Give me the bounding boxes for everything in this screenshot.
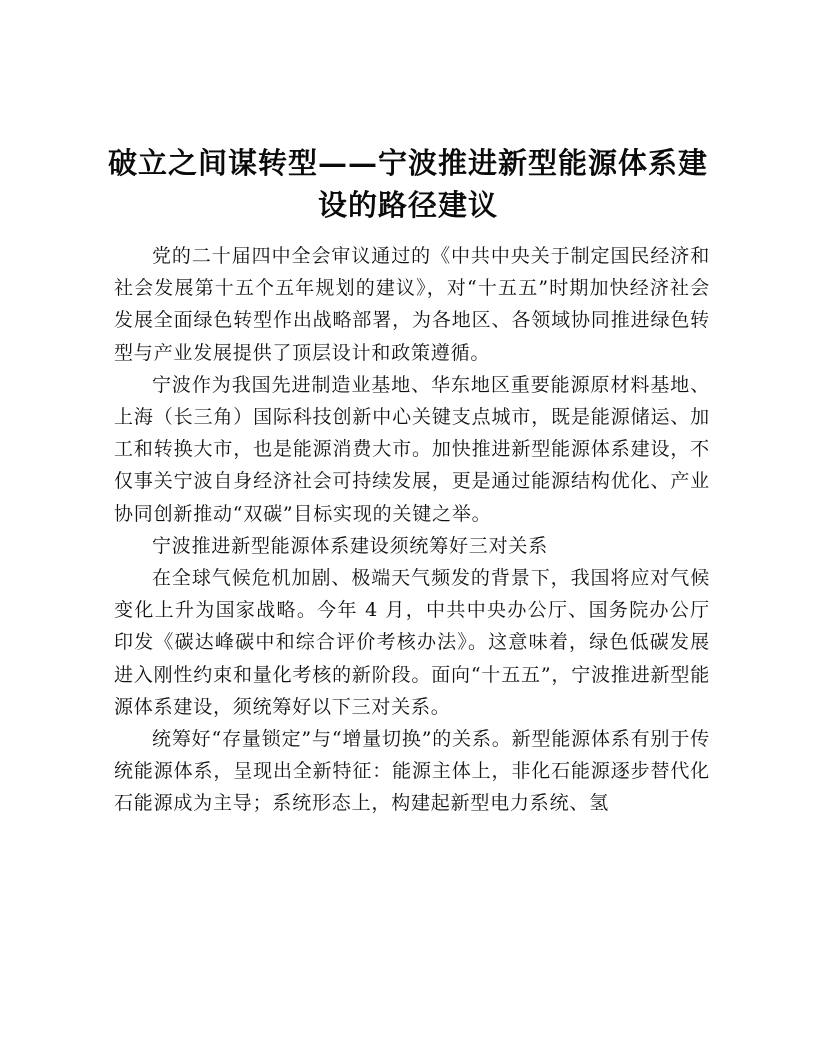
document-body [114,240,710,820]
title-line-1: 破立之间谋转型——宁波推进新型能源体系建 [107,146,708,180]
document-title [100,142,716,226]
paragraph-background: 在全球气候危机加剧、极端天气频发的背景下，我国将应对气候变化上升为国家战略。今年 4 月，中共中央办公厅、国务院办公厅印发《碳达峰碳中和综合评价考核办法》。这意味着，绿色低碳发展进入刚性约束和量化考核的新阶段。面向“十五五”，宁波推进新型能源体系建设，须统筹好以下三对关系。 [114,567,710,718]
section-heading: 宁波推进新型能源体系建设须统筹好三对关系 [152,534,549,557]
paragraph-intro: 党的二十届四中全会审议通过的《中共中央关于制定国民经济和社会发展第十五个五年规划的建议》，对“十五五”时期加快经济社会发展全面绿色转型作出战略部署，为各地区、各领域协同推进绿色转型与产业发展提供了顶层设计和政策遵循。 [114,245,710,364]
title-line-2: 设的路径建议 [317,188,498,222]
paragraph-relation-1: 统筹好“存量锁定”与“增量切换”的关系。新型能源体系有别于传统能源体系，呈现出全新特征：能源主体上，非化石能源逐步替代化石能源成为主导；系统形态上，构建起新型电力系统、氢 [114,728,710,815]
paragraph-ningbo-role: 宁波作为我国先进制造业基地、华东地区重要能源原材料基地、上海（长三角）国际科技创新中心关键支点城市，既是能源储运、加工和转换大市，也是能源消费大市。加快推进新型能源体系建设，不仅事关宁波自身经济社会可持续发展，更是通过能源结构优化、产业协同创新推动“双碳”目标实现的关键之举。 [114,373,710,525]
